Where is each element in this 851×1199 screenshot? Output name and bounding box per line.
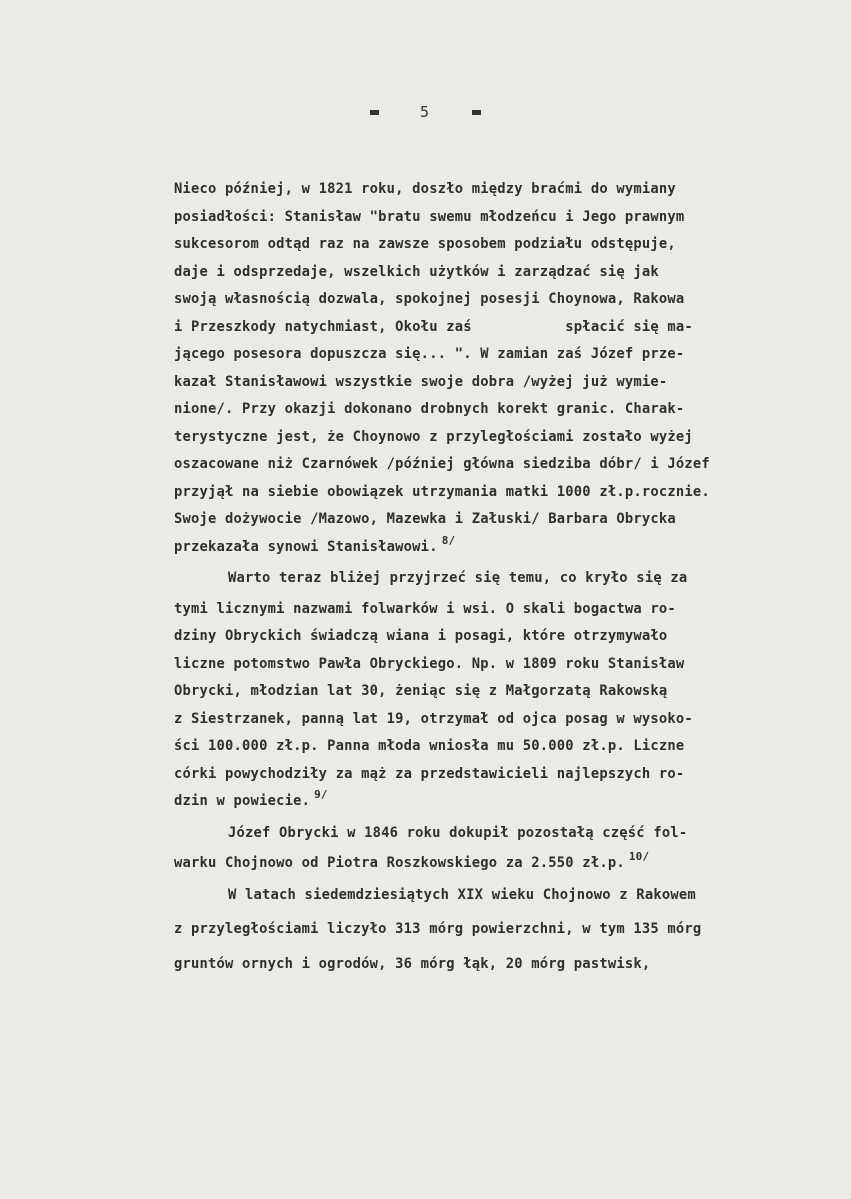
text-line	[174, 176, 824, 204]
text-line-content: przyjął na siebie obowiązek utrzymania matki 1000 zł.p.rocznie.	[174, 483, 710, 500]
text-line-content: Nieco później, w 1821 roku, doszło między braćmi do wymiany	[174, 181, 676, 197]
text-line	[174, 204, 824, 232]
footnote-reference: 10/	[628, 850, 650, 863]
text-line	[174, 651, 824, 679]
text-line-content: dzin w powiecie.	[174, 793, 311, 809]
text-line	[174, 816, 824, 851]
text-line	[174, 506, 824, 534]
text-line	[174, 596, 824, 624]
page-number	[0, 103, 851, 121]
text-line	[174, 479, 824, 507]
text-line	[174, 623, 824, 651]
text-line	[174, 706, 824, 734]
text-line-content: oszacowane niż Czarnówek /później główna siedziba dóbr/ i Józef	[174, 456, 710, 472]
text-line-content: i Przeszkody natychmiast, Okołu zaś spłacić się ma-	[174, 318, 693, 335]
text-line	[174, 534, 824, 562]
text-line	[174, 678, 824, 706]
text-line-content: Swoje dożywocie /Mazowo, Mazewka i Załuski/ Barbara Obrycka	[174, 511, 676, 527]
text-line-content: W latach siedemdziesiątych XIX wieku Chojnowo z Rakowem	[228, 886, 696, 903]
footnote-reference: 8/	[441, 533, 456, 547]
text-line-content: Józef Obrycki w 1846 roku dokupił pozostałą część fol-	[228, 824, 688, 841]
text-line	[174, 850, 824, 878]
text-line	[174, 733, 824, 761]
text-line	[174, 396, 824, 424]
text-line-content: tymi licznymi nazwami folwarków i wsi. O skali bogactwa ro-	[174, 600, 676, 617]
text-line-content: terystyczne jest, że Choynowo z przyległościami zostało wyżej	[174, 428, 693, 445]
text-line	[174, 259, 824, 287]
page-number-dash-left	[370, 110, 379, 115]
text-line	[174, 761, 824, 789]
footnote-reference: 9/	[314, 788, 328, 801]
text-line-content: liczne potomstwo Pawła Obryckiego. Np. w 1809 roku Stanisław	[174, 655, 685, 672]
text-line	[174, 369, 824, 397]
text-line	[174, 231, 824, 259]
text-line-content: z Siestrzanek, panną lat 19, otrzymał od ojca posag w wysoko-	[174, 710, 693, 727]
text-line-content: kazał Stanisławowi wszystkie swoje dobra /wyżej już wymie-	[174, 373, 668, 390]
text-line-content: swoją własnością dozwala, spokojnej posesji Choynowa, Rakowa	[174, 291, 685, 307]
text-line-content: Obrycki, młodzian lat 30, żeniąc się z Małgorzatą Rakowską	[174, 683, 668, 699]
text-line	[174, 788, 824, 816]
text-line	[174, 424, 824, 452]
text-line-content: warku Chojnowo od Piotra Roszkowskiego za 2.550 zł.p.	[174, 855, 625, 871]
text-line-content: posiadłości: Stanisław "bratu swemu młodzeńcu i Jego prawnym	[174, 208, 685, 225]
text-line-content: z przyległościami liczyło 313 mórg powierzchni, w tym 135 mórg	[174, 921, 702, 937]
page-number-value: 5	[419, 103, 432, 121]
text-line-content: sukcesorom odtąd raz na zawsze sposobem podziału odstępuje,	[174, 236, 676, 252]
text-line-content: przekazała synowi Stanisławowi.	[174, 538, 438, 555]
text-line	[174, 561, 824, 596]
text-line	[174, 341, 824, 369]
text-line	[174, 286, 824, 314]
text-line	[174, 947, 824, 982]
text-line	[174, 451, 824, 479]
text-line	[174, 878, 824, 913]
text-line-content: nione/. Przy okazji dokonano drobnych korekt granic. Charak-	[174, 401, 685, 417]
body-text	[174, 176, 824, 981]
text-line-content: Warto teraz bliżej przyjrzeć się temu, co kryło się za	[228, 570, 688, 586]
text-line-content: ści 100.000 zł.p. Panna młoda wniosła mu 50.000 zł.p. Liczne	[174, 738, 685, 754]
text-line-content: córki powychodziły za mąż za przedstawicieli najlepszych ro-	[174, 765, 685, 782]
text-line-content: gruntów ornych i ogrodów, 36 mórg łąk, 20 mórg pastwisk,	[174, 955, 651, 972]
text-line-content: dziny Obryckich świadczą wiana i posagi, które otrzymywało	[174, 628, 668, 644]
text-line-content: jącego posesora dopuszcza się... ". W zamian zaś Józef prze-	[174, 346, 685, 362]
text-line-content: daje i odsprzedaje, wszelkich użytków i zarządzać się jak	[174, 263, 659, 280]
page-number-dash-right	[472, 110, 481, 115]
text-line	[174, 314, 824, 342]
text-line	[174, 912, 824, 947]
